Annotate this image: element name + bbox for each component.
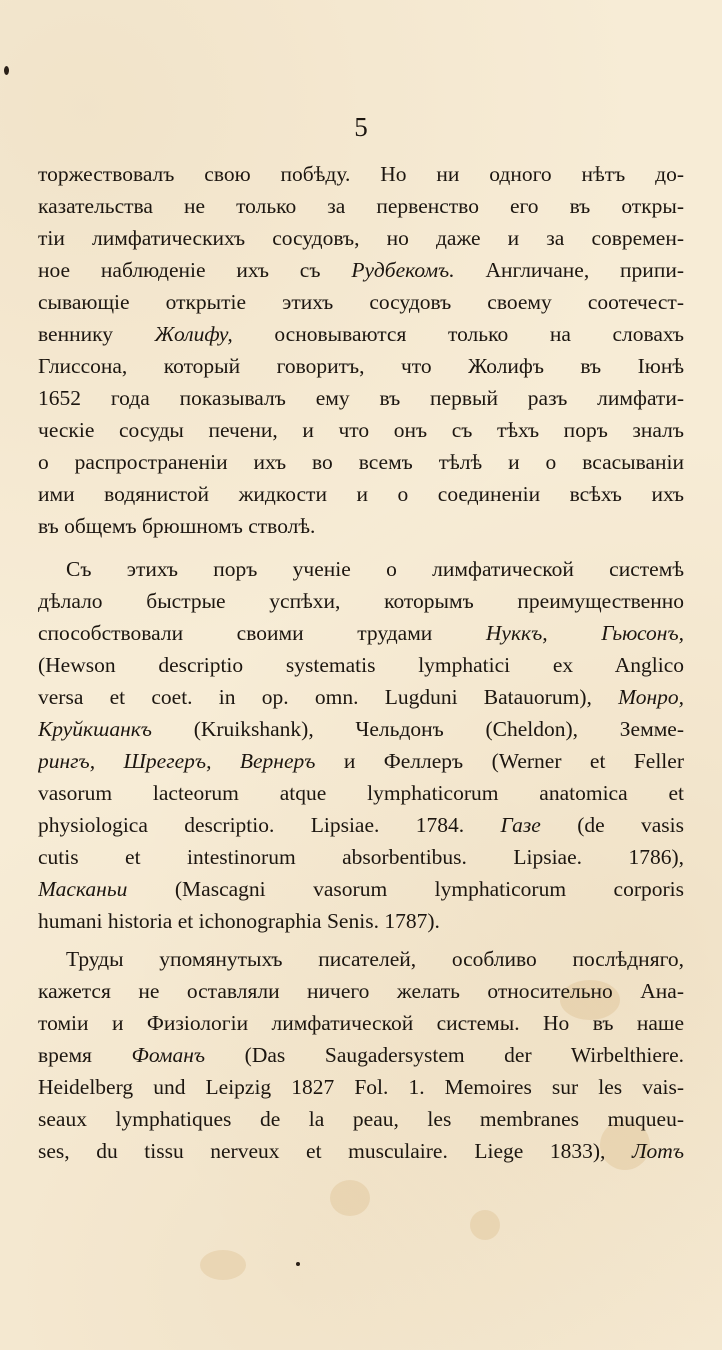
text-segment: (Mascagni vasorum lymphaticorum corporis — [127, 877, 684, 901]
text-segment: (de vasis — [540, 813, 684, 837]
text-line — [66, 943, 684, 975]
text-line — [38, 745, 684, 777]
text-segment: Труды упомянутыхъ писателей, особливо послѣдняго, — [66, 947, 684, 971]
text-segment: Англичане, припи- — [454, 258, 684, 282]
text-segment: томіи и Физіологіи лимфатической системы. Но въ наше — [38, 1011, 684, 1035]
text-segment: казательства не только за первенство его въ откры- — [38, 194, 684, 218]
text-line — [38, 446, 684, 478]
text-line — [38, 1103, 684, 1135]
italic-name: Лотъ — [632, 1139, 684, 1163]
ink-mark — [296, 1262, 300, 1266]
text-segment: Глиссона, который говоритъ, что Жолифъ въ Іюнѣ — [38, 354, 684, 378]
page-number: 5 — [354, 112, 368, 142]
text-line — [38, 649, 684, 681]
text-segment: ими водянистой жидкости и о соединеніи всѣхъ ихъ — [38, 482, 684, 506]
text-line — [38, 510, 684, 542]
text-line — [38, 777, 684, 809]
text-segment: physiologica descriptio. Lipsiae. 1784. — [38, 813, 501, 837]
text-segment: seaux lymphatiques de la peau, les membranes muqueu- — [38, 1107, 684, 1131]
text-line — [38, 478, 684, 510]
text-line — [38, 350, 684, 382]
text-segment: ses, du tissu nerveux et musculaire. Liege 1833), — [38, 1139, 632, 1163]
text-segment: время — [38, 1043, 132, 1067]
text-segment: сывающіе открытіе этихъ сосудовъ своему соотечест- — [38, 290, 684, 314]
text-line — [38, 585, 684, 617]
italic-name: Масканьи — [38, 877, 128, 901]
text-line — [38, 1039, 684, 1071]
text-segment: способствовали своими трудами — [38, 621, 486, 645]
text-line — [38, 975, 684, 1007]
italic-name: Фоманъ — [131, 1043, 206, 1067]
text-line — [38, 1007, 684, 1039]
text-segment: humani historia et ichonographia Senis. 1787). — [38, 909, 440, 933]
text-segment: cutis et intestinorum absorbentibus. Lipsiae. 1786), — [38, 845, 684, 869]
text-segment: тіи лимфатическихъ сосудовъ, но даже и за современ- — [38, 226, 684, 250]
text-segment: основываются только на словахъ — [232, 322, 684, 346]
text-line — [38, 382, 684, 414]
italic-name: Монро, — [618, 685, 684, 709]
italic-name: Жолифу, — [154, 322, 233, 346]
text-line — [38, 873, 684, 905]
italic-name: рингъ, Шрегеръ, Вернеръ — [38, 749, 316, 773]
text-segment: vasorum lacteorum atque lymphaticorum anatomica et — [38, 781, 684, 805]
stain — [470, 1210, 500, 1240]
text-line — [38, 318, 684, 350]
text-segment: ческіе сосуды печени, и что онъ съ тѣхъ поръ зналъ — [38, 418, 684, 442]
stain — [330, 1180, 370, 1216]
stain — [200, 1250, 246, 1280]
text-line — [38, 809, 684, 841]
text-segment: о распространеніи ихъ во всемъ тѣлѣ и о всасываніи — [38, 450, 684, 474]
text-line — [66, 553, 684, 585]
text-segment: веннику — [38, 322, 155, 346]
text-line — [38, 414, 684, 446]
italic-name: Нуккъ, Гьюсонъ, — [485, 621, 684, 645]
ink-mark — [4, 66, 9, 75]
text-line — [38, 1071, 684, 1103]
text-segment: (Kruikshank), Чельдонъ (Cheldon), Земме- — [151, 717, 684, 741]
text-line — [38, 617, 684, 649]
text-segment: (Das Saugadersystem der Wirbelthiere. — [205, 1043, 684, 1067]
text-segment: 1652 года показывалъ ему въ первый разъ лимфати- — [38, 386, 684, 410]
text-segment: ное наблюденіе ихъ съ — [38, 258, 352, 282]
text-segment: Съ этихъ поръ ученіе о лимфатической системѣ — [66, 557, 684, 581]
text-segment: и Феллеръ (Werner et Feller — [315, 749, 684, 773]
text-segment: Heidelberg und Leipzig 1827 Fol. 1. Memoires sur les vais- — [38, 1075, 684, 1099]
text-line — [38, 222, 684, 254]
italic-name: Газе — [500, 813, 541, 837]
text-line — [38, 905, 684, 937]
text-line — [38, 681, 684, 713]
text-line — [38, 1135, 684, 1167]
text-line — [38, 158, 684, 190]
text-line — [38, 841, 684, 873]
text-line — [38, 713, 684, 745]
text-line — [38, 286, 684, 318]
text-segment: дѣлало быстрые успѣхи, которымъ преимущественно — [38, 589, 684, 613]
text-line — [38, 190, 684, 222]
text-segment: торжествовалъ свою побѣду. Но ни одного нѣтъ до- — [38, 162, 684, 186]
text-line — [38, 254, 684, 286]
text-segment: (Hewson descriptio systematis lymphatici ex Anglico — [38, 653, 684, 677]
text-segment: въ общемъ брюшномъ стволѣ. — [38, 514, 316, 538]
italic-name: Круйкшанкъ — [38, 717, 152, 741]
italic-name: Рудбекомъ. — [351, 258, 455, 282]
text-segment: versa et coet. in op. omn. Lugduni Batauorum), — [38, 685, 619, 709]
text-segment: кажется не оставляли ничего желать относительно Ана- — [38, 979, 684, 1003]
